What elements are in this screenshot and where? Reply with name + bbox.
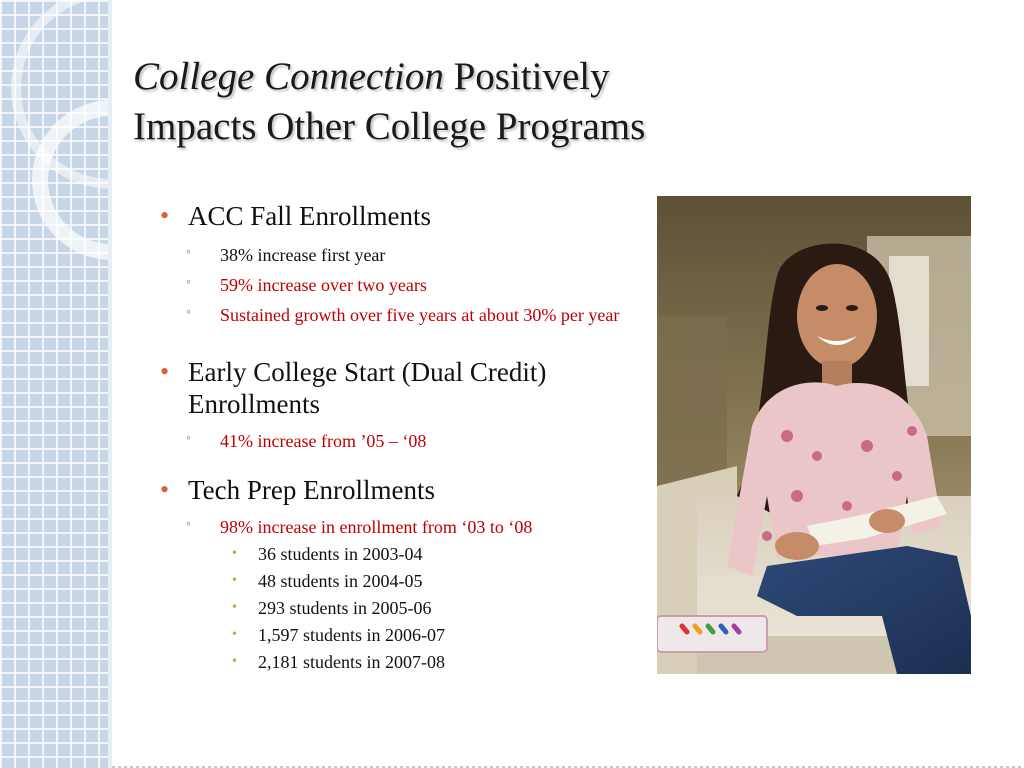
slide-title-line2: Impacts Other College Programs [133, 105, 646, 148]
list-item: ◦ 41% increase from ’05 – ‘08 [186, 431, 427, 451]
decorative-sidebar [0, 0, 112, 768]
section-heading-acc: • ACC Fall Enrollments [160, 201, 431, 231]
student-reading-illustration [657, 196, 971, 674]
sub-list-item: • 293 students in 2005-06 [232, 598, 432, 618]
sub-list-item: • 48 students in 2004-05 [232, 571, 423, 591]
list-item: ◦ Sustained growth over five years at about 30% per year [186, 305, 620, 325]
sub-list-item: • 1,597 students in 2006-07 [232, 625, 445, 645]
slide-title-italic: College Connection [133, 55, 444, 98]
slide-title-rest: Positively [443, 55, 610, 98]
list-item: ◦ 98% increase in enrollment from ‘03 to ‘08 [186, 517, 533, 537]
circle-ornament-icon [0, 0, 112, 768]
sub-list-item: • 36 students in 2003-04 [232, 544, 423, 564]
list-item: ◦ 38% increase first year [186, 245, 386, 265]
slide-title [133, 52, 645, 152]
student-photo [657, 196, 971, 674]
bullet-list [160, 200, 650, 673]
section-heading-tech-prep: • Tech Prep Enrollments [160, 475, 436, 505]
section-heading-early-college: • Early College Start (Dual Credit) Enrollments [160, 357, 547, 419]
list-item: ◦ 59% increase over two years [186, 275, 427, 295]
sub-list-item: • 2,181 students in 2007-08 [232, 652, 445, 672]
